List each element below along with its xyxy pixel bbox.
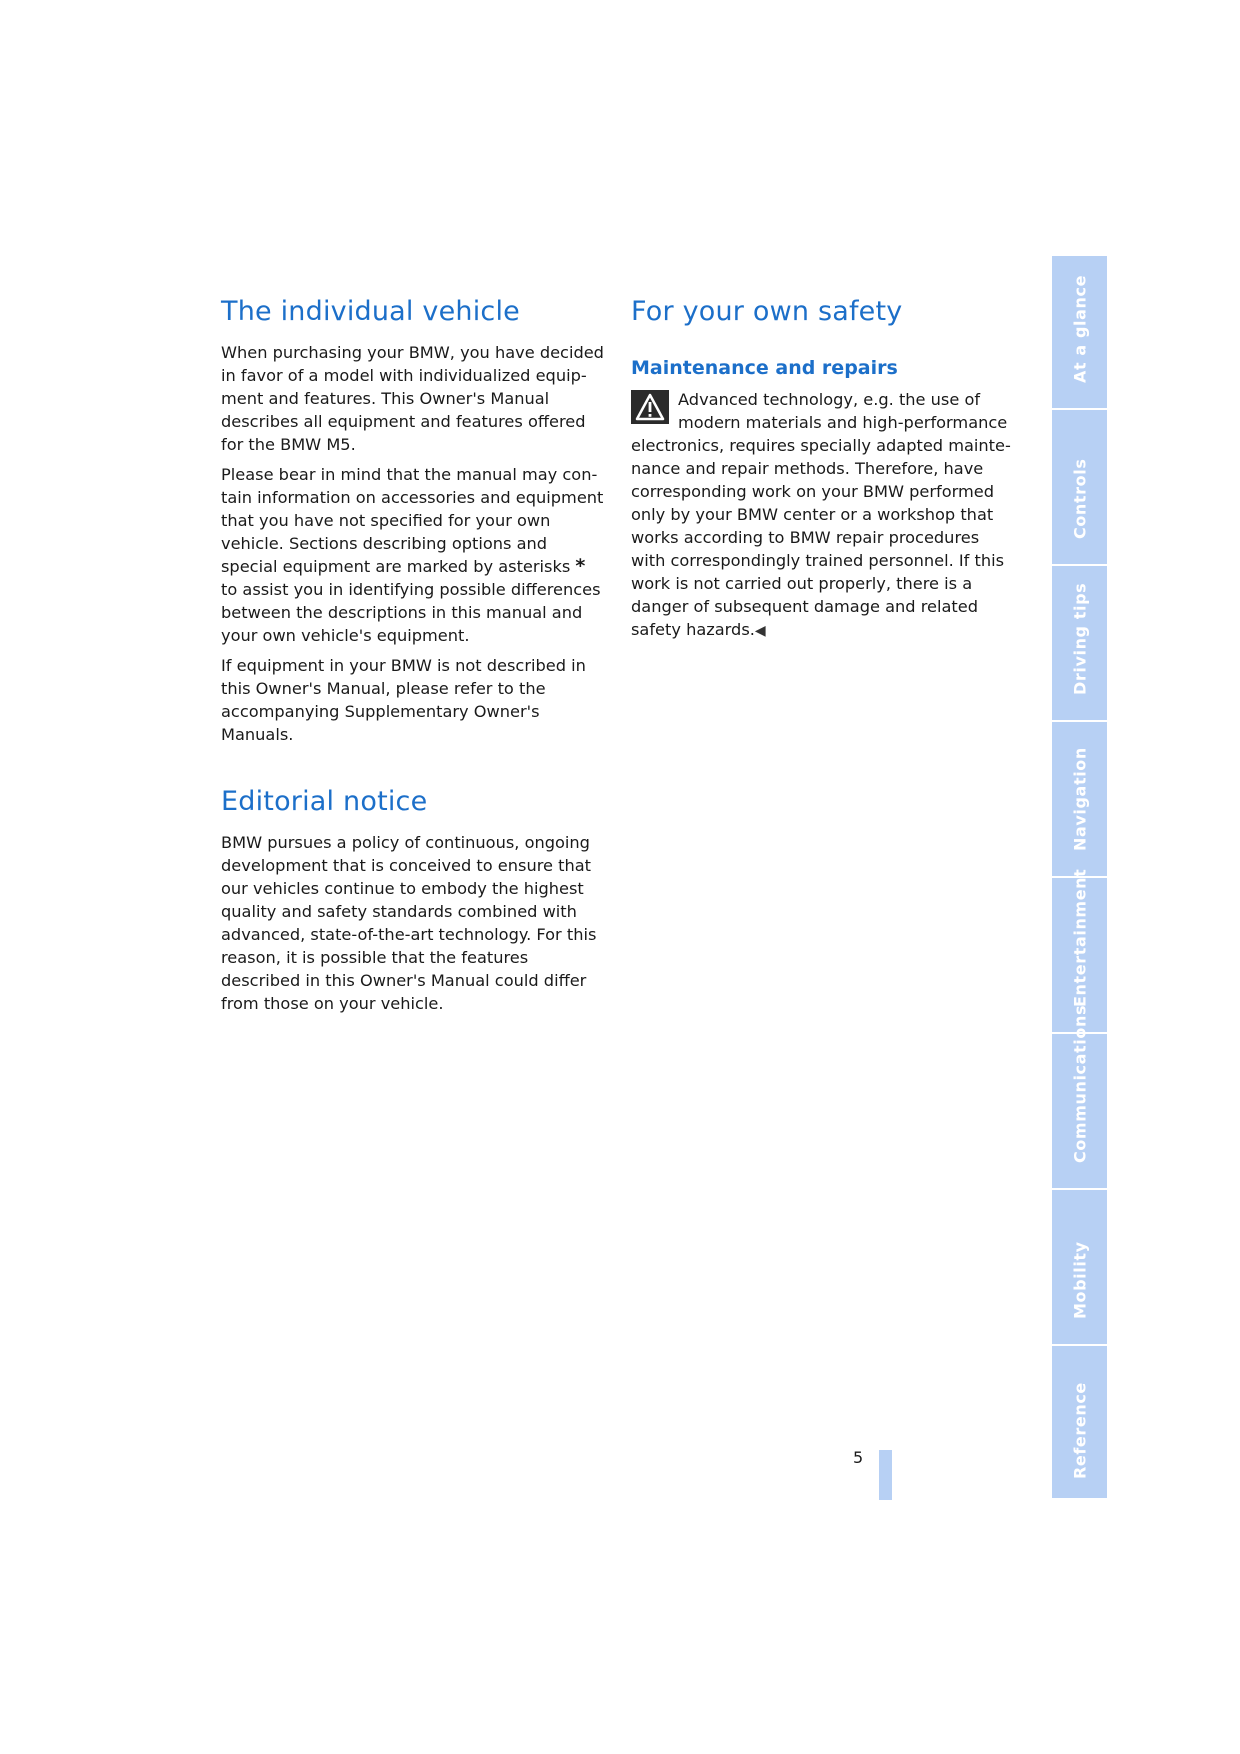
tab-label: Entertainment: [1070, 868, 1089, 1007]
section-heading-editorial-notice: Editorial notice: [221, 786, 428, 817]
tab-mobility[interactable]: [1052, 1192, 1107, 1346]
paragraph-editorial: BMW pursues a policy of continuous, ongoing development that is conceived to ensure that our vehicles continue to embody the highest quality and safety standards combined with advanced, state-of-the-art technology. For this reason, it is possible that the features described in this Owner's Manual could differ from those on your vehicle.: [221, 833, 597, 1013]
tab-controls[interactable]: [1052, 412, 1107, 566]
subheading-maintenance: Maintenance and repairs: [631, 357, 898, 379]
warning-text: Advanced technology, e.g. the use of modern materials and high-performance electronics, requires specially adapted maintenance and repair methods. Therefore, have corresponding work on your BMW performed only by your BMW center or a workshop that works according to BMW repair procedures with correspondingly trained personnel. If this work is not carried out properly, there is a danger of subsequent damage and related safety hazards.: [631, 390, 1011, 639]
tab-label: Driving tips: [1070, 582, 1089, 695]
tab-label: Reference: [1070, 1382, 1089, 1479]
section-heading-individual-vehicle: The individual vehicle: [221, 296, 520, 327]
page-number-bar: [879, 1450, 892, 1500]
tab-label: Controls: [1070, 458, 1089, 539]
tab-navigation[interactable]: [1052, 724, 1107, 878]
warning-paragraph: [631, 388, 1016, 643]
page-number: 5: [853, 1448, 864, 1467]
warning-triangle-icon: [631, 390, 669, 424]
tab-communications[interactable]: [1052, 1004, 1107, 1190]
tab-reference[interactable]: [1052, 1348, 1107, 1504]
paragraph-purchasing: When purchasing your BMW, you have decided in favor of a model with individualized equipment and features. This Owner's Manual describes all equipment and features offered for the BMW M5.: [221, 343, 604, 454]
paragraph-bear-in-mind-end: to assist you in identifying possible differences between the descriptions in this manual and your own vehicle's equipment.: [221, 580, 601, 645]
tab-label: At a glance: [1070, 274, 1089, 383]
left-column: [221, 292, 605, 1022]
tab-label: Mobility: [1070, 1241, 1089, 1319]
right-column: [631, 292, 1016, 650]
end-mark-icon: ◀: [754, 623, 766, 639]
section-heading-safety: For your own safety: [631, 296, 903, 327]
paragraph-bear-in-mind-start: Please bear in mind that the manual may contain information on accessories and equipment that you have not specified for your own vehicle. Sections describing options and special equipment are marked by asterisks: [221, 465, 604, 576]
chapter-index-sidebar: [1052, 256, 1107, 1498]
paragraph-bear-in-mind: [221, 463, 605, 647]
tab-at-a-glance[interactable]: [1052, 256, 1107, 410]
tab-label: Communications: [1070, 1004, 1089, 1163]
tab-label: Navigation: [1070, 747, 1089, 851]
tab-driving-tips[interactable]: [1052, 568, 1107, 722]
asterisk-marker: *: [575, 555, 586, 577]
paragraph-supplementary: If equipment in your BMW is not described in this Owner's Manual, please refer to the accompanying Supplementary Owner's Manuals.: [221, 656, 586, 744]
